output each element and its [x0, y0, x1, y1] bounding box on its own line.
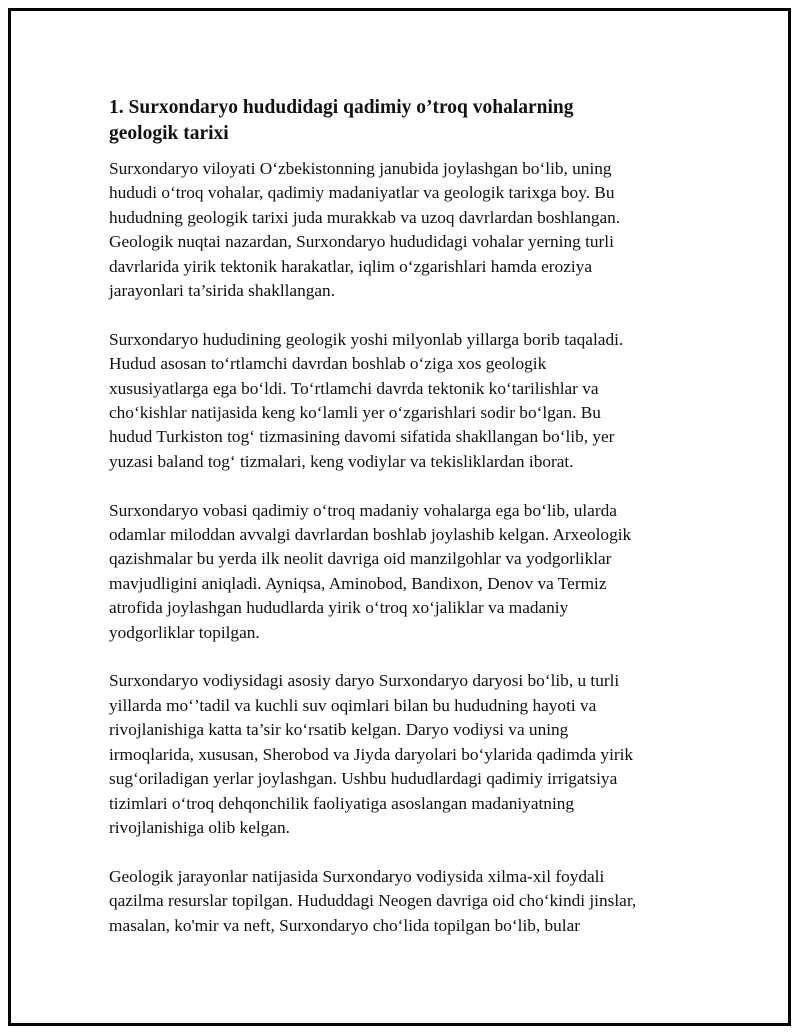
paragraph-2: [109, 328, 684, 474]
paragraph-line: masalan, ko'mir va neft, Surxondaryo cho‘lida topilgan bo‘lib, bular: [109, 915, 581, 935]
paragraph-4: [109, 669, 684, 840]
paragraph-line: hududi o‘troq vohalar, qadimiy madaniyatlar va geologik tarixga boy. Bu: [109, 183, 615, 203]
heading-line: geologik tarixi: [109, 123, 229, 144]
paragraph-line: davrlarida yirik tektonik harakatlar, iqlim o‘zgarishlari hamda eroziya: [109, 256, 592, 276]
paragraph-line: qazilma resurslar topilgan. Hududdagi Neogen davriga oid cho‘kindi jinslar,: [109, 891, 637, 911]
paragraph-line: sug‘oriladigan yerlar joylashgan. Ushbu hududlardagi qadimiy irrigatsiya: [109, 769, 618, 789]
paragraph-line: jarayonlari ta’sirida shakllangan.: [109, 281, 336, 301]
paragraph-line: Geologik jarayonlar natijasida Surxondaryo vodiysida xilma-xil foydali: [109, 866, 605, 886]
paragraph-line: hudud Turkiston tog‘ tizmasining davomi sifatida shakllangan bo‘lib, yer: [109, 427, 615, 447]
paragraph-line: odamlar miloddan avvalgi davrlardan boshlab joylashib kelgan. Arxeologik: [109, 525, 632, 545]
paragraph-3: [109, 499, 684, 645]
heading-line: 1. Surxondaryo hududidagi qadimiy o’troq vohalarning: [109, 97, 574, 118]
paragraph-line: yillarda mo‘’tadil va kuchli suv oqimlari bilan bu hududning hayoti va: [109, 695, 597, 715]
paragraph-line: yodgorliklar topilgan.: [109, 622, 260, 642]
paragraph-1: [109, 157, 684, 303]
paragraph-line: mavjudligini aniqladi. Ayniqsa, Aminobod, Bandixon, Denov va Termiz: [109, 573, 607, 593]
paragraph-line: Hudud asosan to‘rtlamchi davrdan boshlab o‘ziga xos geologik: [109, 354, 547, 374]
paragraph-line: Geologik nuqtai nazardan, Surxondaryo hududidagi vohalar yerning turli: [109, 232, 614, 252]
section-heading: [109, 95, 684, 147]
paragraph-line: tizimlari o‘troq dehqonchilik faoliyatiga asoslangan madaniyatning: [109, 793, 575, 813]
paragraph-5: [109, 865, 684, 938]
paragraph-line: rivojlanishiga katta ta’sir ko‘rsatib kelgan. Daryo vodiysi va uning: [109, 720, 569, 740]
paragraph-line: Surxondaryo vobasi qadimiy o‘troq madaniy vohalarga ega bo‘lib, ularda: [109, 500, 617, 520]
paragraph-line: qazishmalar bu yerda ilk neolit davriga oid manzilgohlar va yodgorliklar: [109, 549, 612, 569]
paragraph-line: cho‘kishlar natijasida keng ko‘lamli yer o‘zgarishlari sodir bo‘lgan. Bu: [109, 403, 601, 423]
paragraph-line: Surxondaryo viloyati O‘zbekistonning janubida joylashgan bo‘lib, uning: [109, 159, 612, 178]
paragraph-line: rivojlanishiga olib kelgan.: [109, 817, 290, 837]
paragraph-line: atrofida joylashgan hududlarda yirik o‘troq xo‘jaliklar va madaniy: [109, 598, 569, 618]
paragraph-line: irmoqlarida, xususan, Sherobod va Jiyda daryolari bo‘ylarida qadimda yirik: [109, 744, 634, 764]
paragraph-line: hududning geologik tarixi juda murakkab va uzoq davrlardan boshlangan.: [109, 207, 621, 227]
document-content: [109, 95, 684, 962]
paragraph-line: xususiyatlarga ega bo‘ldi. To‘rtlamchi davrda tektonik ko‘tarilishlar va: [109, 378, 599, 398]
paragraph-line: yuzasi baland tog‘ tizmalari, keng vodiylar va tekisliklardan iborat.: [109, 451, 574, 471]
paragraph-line: Surxondaryo hududining geologik yoshi milyonlab yillarga borib taqaladi.: [109, 329, 624, 349]
paragraph-line: Surxondaryo vodiysidagi asosiy daryo Surxondaryo daryosi bo‘lib, u turli: [109, 671, 620, 691]
